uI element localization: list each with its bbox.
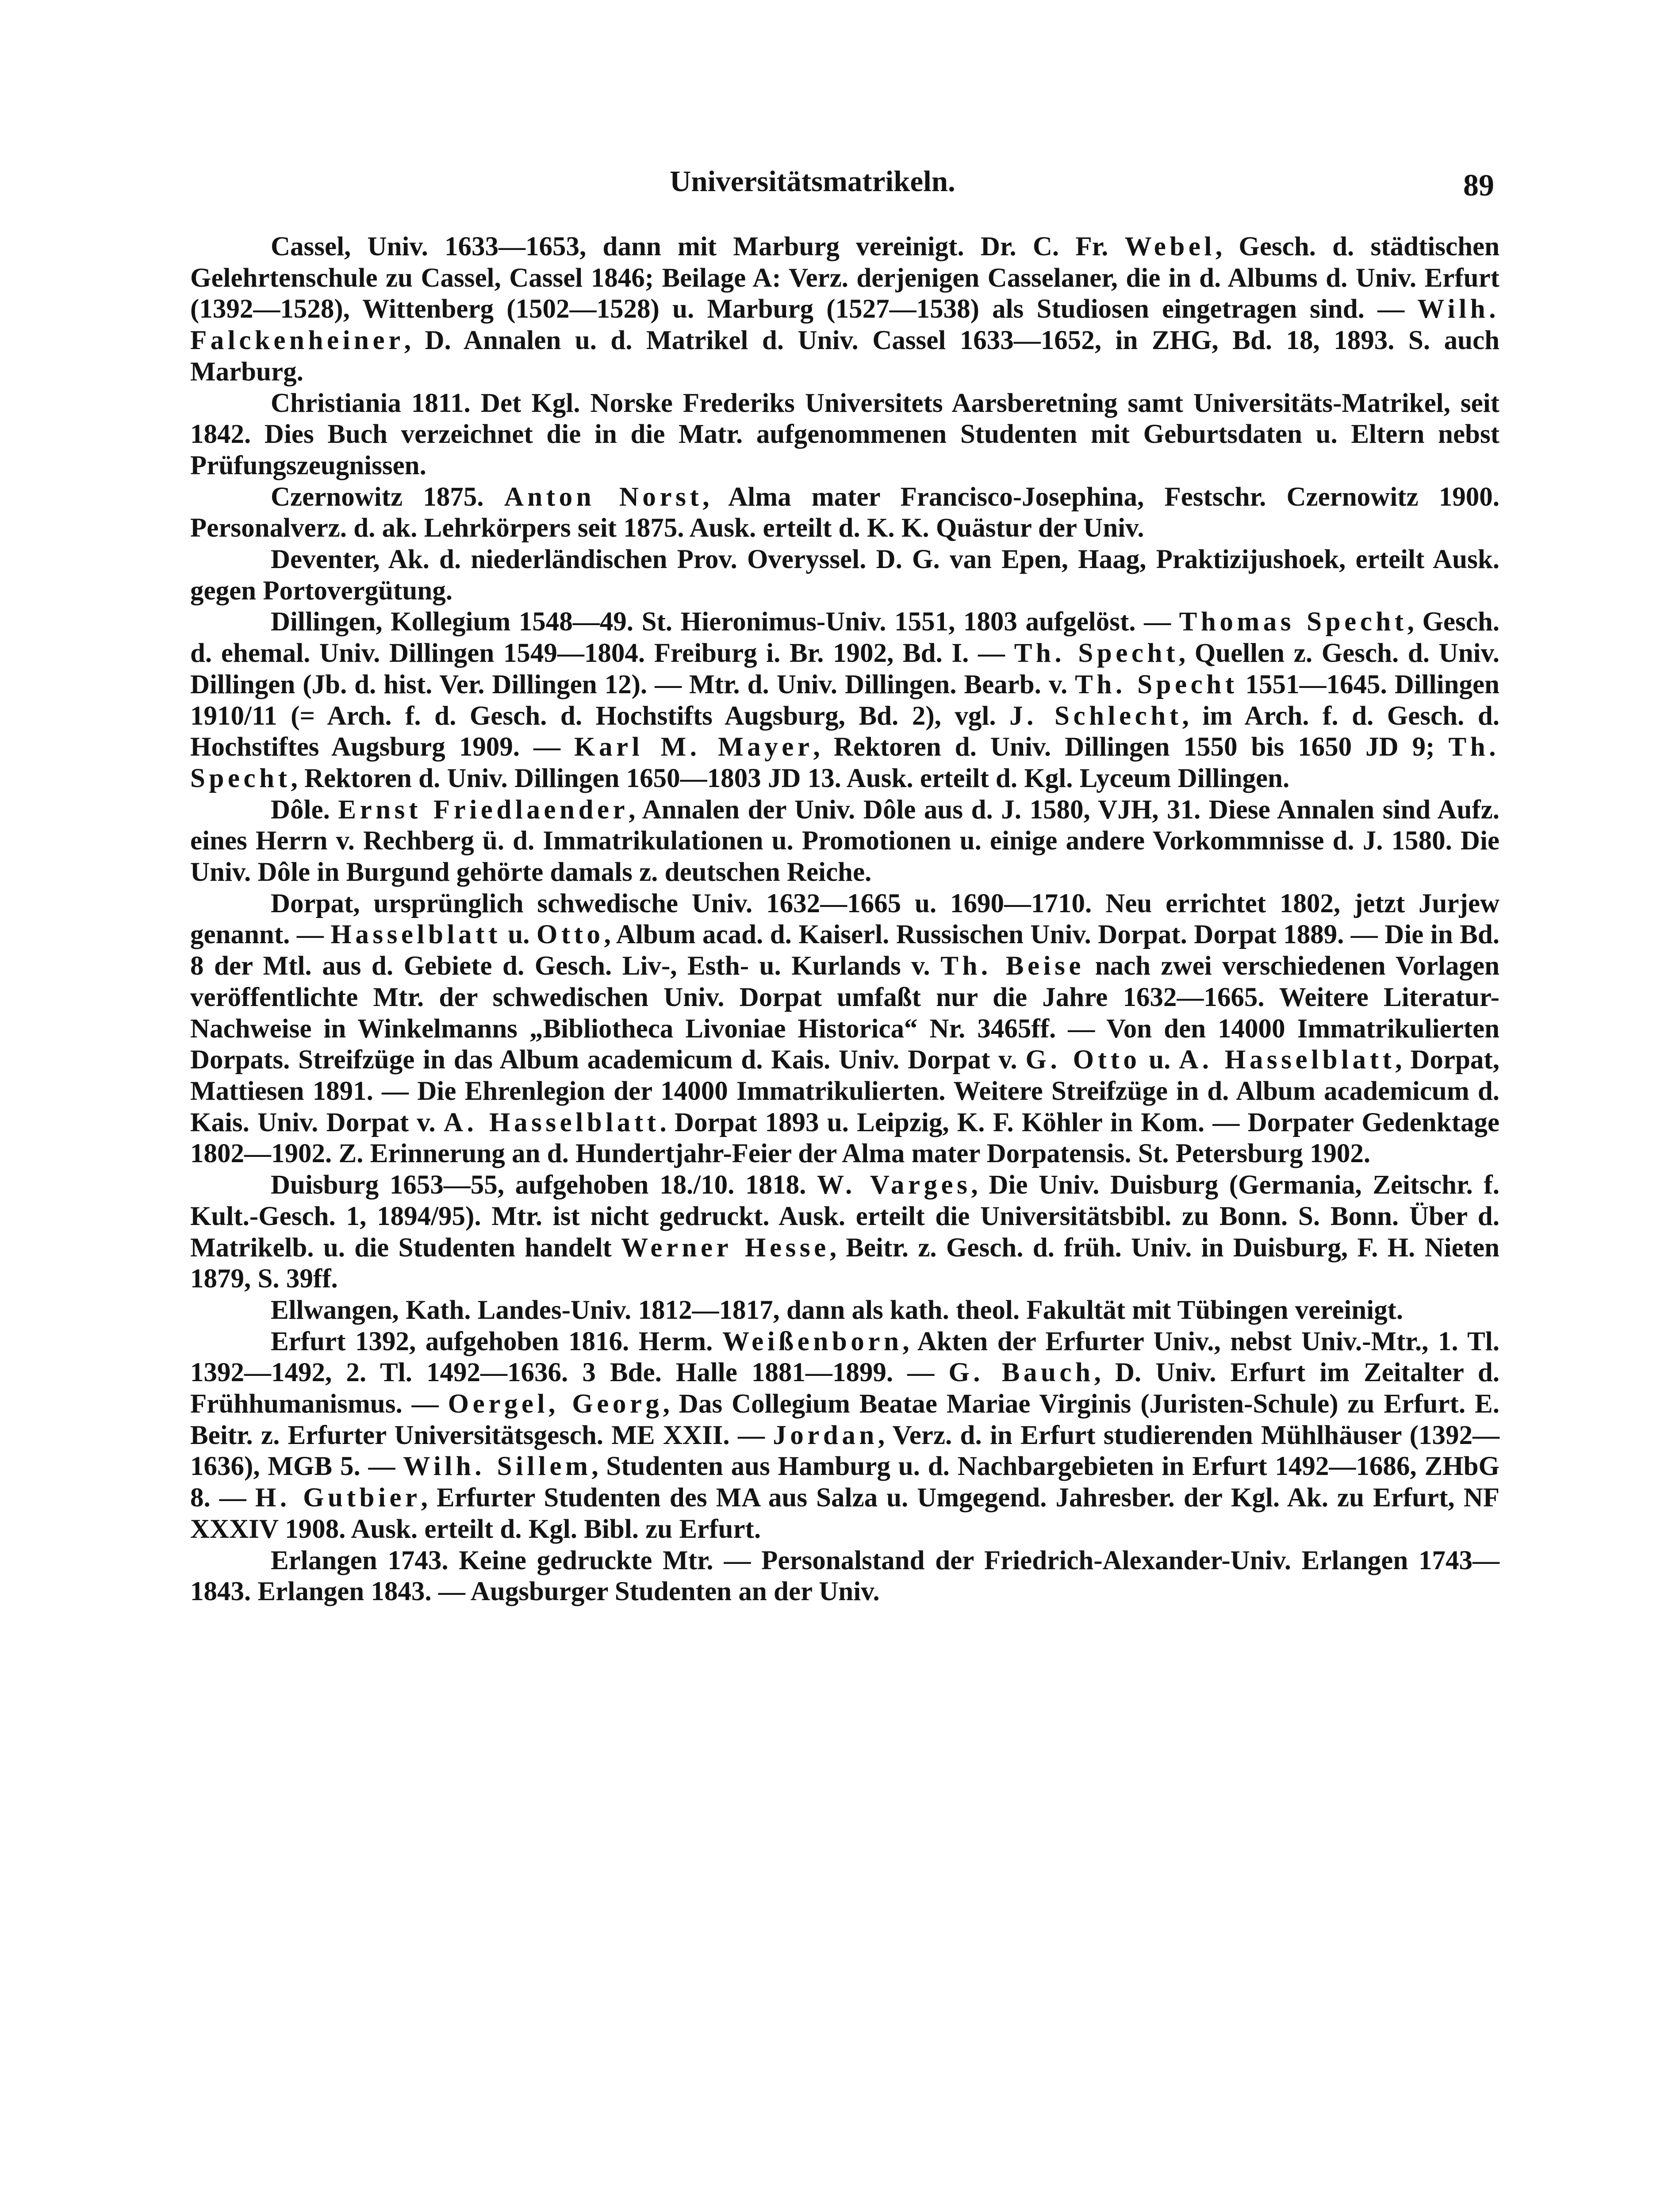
- author-name: Jordan: [773, 1420, 878, 1450]
- author-name: H. Gutbier: [255, 1483, 421, 1513]
- author-name: Webel: [1124, 232, 1216, 261]
- entry-text: , Annalen der Univ. Dôle aus d. J. 1580, VJH, 31. Diese Annalen sind Aufz. eines Herrn v. Rechberg ü. d. Immatrikulationen u. Promotionen u. einige andere Vorkommnisse d. J. 1580. Die Univ. Dôle in Burgund gehörte damals z. deutschen Reiche.: [190, 795, 1500, 887]
- entry-text: nach zwei verschiedenen Vorlagen veröffentlichte Mtr. der schwedischen Univ. Dorpat umfaßt nur die Jahre 1632—1665. Weitere Literatur-Nachweise in Winkelmanns „Bibliotheca Livoniae Historica“ Nr. 3465ff. — Von den 14000 Immatrikulierten Dorpats. Streifzüge in das Album academicum d. Kais. Univ. Dorpat v.: [190, 951, 1499, 1075]
- author-name: G. Bauch: [948, 1358, 1094, 1388]
- entry-text: 1392, aufgehoben 1816. Herm.: [345, 1326, 722, 1356]
- author-name: Thomas Specht: [1179, 607, 1407, 637]
- entry-text: , D. Annalen u. d. Matrikel d. Univ. Cassel 1633—1652, in ZHG, Bd. 18, 1893. S. auch Marburg.: [190, 326, 1499, 387]
- entry-text: , Studenten aus Hamburg u. d. Nachbargebieten in Erfurt 1492—1686, ZHbG 8. —: [190, 1452, 1500, 1513]
- entry-text: u.: [1140, 1045, 1179, 1075]
- entry-text: , Gesch. d. städtischen Gelehrtenschule zu Cassel, Cassel 1846; Beilage A: Verz. derjenigen Casselaner, die in d. Albums d. Univ. Erfurt (1392—1528), Wittenberg (1502—1528) u. Marburg (1527—1538) als Studiosen eingetragen sind. —: [190, 232, 1499, 324]
- entry-text: , Gesch. d. ehemal. Univ. Dillingen 1549—1804. Freiburg i. Br. 1902, Bd. I. —: [190, 607, 1499, 668]
- entry-text: , Die Univ. Duisburg (Germania, Zeitschr. f. Kult.-Gesch. 1, 1894/95). Mtr. ist nicht gedruckt. Ausk. erteilt die Universitätsbibl. zu Bonn. S. Bonn. Über d. Matrikelb. u. die Studenten handelt: [190, 1170, 1499, 1263]
- entry-heading: Duisburg: [271, 1170, 379, 1200]
- author-name: Oergel, Georg: [448, 1389, 663, 1419]
- author-name: Anton Norst: [504, 482, 703, 512]
- entry-text: , Rektoren d. Univ. Dillingen 1650—1803 JD 13. Ausk. erteilt d. Kgl. Lyceum Dillingen.: [291, 763, 1290, 793]
- entry-paragraph: [190, 231, 1499, 388]
- entry-heading: Dillingen,: [271, 607, 383, 637]
- entry-heading: Cassel,: [271, 232, 351, 261]
- entry-text: , Quellen z. Gesch. d. Univ. Dillingen (Jb. d. hist. Ver. Dillingen 12). — Mtr. d. Univ. Dillingen. Bearb. v.: [190, 638, 1499, 699]
- author-name: Th. Specht: [1075, 669, 1238, 699]
- author-name: Karl M. Mayer: [574, 732, 813, 762]
- entry-paragraph: [190, 795, 1499, 888]
- entry-text: . Dorpat 1893 u. Leipzig, K. F. Köhler in Kom. — Dorpater Gedenktage 1802—1902. Z. Erinnerung an d. Hundertjahr-Feier der Alma mater Dorpatensis. St. Petersburg 1902.: [190, 1107, 1499, 1169]
- entry-text: , Rektoren d. Univ. Dillingen 1550 bis 1650 JD 9;: [813, 732, 1449, 762]
- entry-paragraph: [190, 388, 1499, 482]
- entry-text: u.: [501, 920, 537, 950]
- entry-heading: Czernowitz: [271, 482, 403, 512]
- entry-text: , Alma mater Francisco-Josephina, Festschr. Czernowitz 1900. Personalverz. d. ak. Lehrkörpers seit 1875. Ausk. erteilt d. K. K. Quästur der Univ.: [190, 482, 1499, 543]
- author-name: A. Hasselblatt: [443, 1107, 660, 1137]
- entry-text: 1743. Keine gedruckte Mtr. — Personalstand der Friedrich-Alexander-Univ. Erlangen 1743—1843. Erlangen 1843. — Augsburger Studenten an der Univ.: [190, 1545, 1499, 1607]
- entry-text: Ak. d. niederländischen Prov. Overyssel. D. G. van Epen, Haag, Praktizijushoek, erteilt Ausk. gegen Portovergütung.: [190, 545, 1499, 606]
- entry-heading: Christiania: [271, 388, 401, 418]
- running-title: Universitätsmatrikeln.: [670, 165, 955, 198]
- entry-text: , im Arch. f. d. Gesch. d. Hochstiftes Augsburg 1909. —: [190, 701, 1499, 762]
- entry-heading: Dorpat,: [271, 888, 360, 918]
- entry-paragraph: [190, 1545, 1499, 1608]
- entry-text: Kollegium 1548—49. St. Hieronimus-Univ. 1551, 1803 aufgelöst. —: [382, 607, 1179, 637]
- entry-text: , Erfurter Studenten des MA aus Salza u. Umgegend. Jahresber. der Kgl. Ak. zu Erfurt, NF XXXIV 1908. Ausk. erteilt d. Kgl. Bibl. zu Erfurt.: [190, 1483, 1500, 1544]
- entry-text: Univ. 1633—1653, dann mit Marburg vereinigt. Dr. C. Fr.: [351, 232, 1125, 261]
- entry-heading: Erlangen: [271, 1545, 377, 1575]
- entry-text: ursprünglich schwedische Univ. 1632—1665 u. 1690—1710. Neu errichtet 1802, jetzt Jurjew genannt. —: [190, 888, 1499, 950]
- entry-text: , Dorpat, Mattiesen 1891. — Die Ehrenlegion der 14000 Immatrikulierten. Weitere Streifzüge in d. Album academicum d. Kais. Univ. Dorpat v.: [190, 1045, 1499, 1137]
- entry-heading: Ellwangen,: [271, 1295, 399, 1325]
- entry-paragraph: [190, 544, 1499, 607]
- author-name: A. Hasselblatt: [1179, 1045, 1396, 1075]
- author-name: Th. Specht: [190, 732, 1499, 793]
- author-name: J. Schlecht: [1009, 701, 1182, 731]
- entry-text: 1653—55, aufgehoben 18./10. 1818.: [379, 1170, 817, 1200]
- entry-text: 1811. Det Kgl. Norske Frederiks Universitets Aarsberetning samt Universitäts-Matrikel, seit 1842. Dies Buch verzeichnet die in die Matr. aufgenommenen Studenten mit Geburtsdaten u. Eltern nebst Prüfungszeugnissen.: [190, 388, 1499, 480]
- entry-heading: Erfurt: [271, 1326, 346, 1356]
- entry-heading: Deventer,: [271, 545, 380, 575]
- entry-paragraph: [190, 1326, 1499, 1545]
- author-name: W. Varges: [817, 1170, 971, 1200]
- entry-text: [330, 795, 338, 825]
- entry-paragraph: [190, 888, 1499, 1170]
- author-name: Hasselblatt: [330, 920, 501, 950]
- author-name: G. Otto: [1025, 1045, 1141, 1075]
- text-column: [190, 231, 1499, 1608]
- author-name: Weißenborn: [722, 1326, 903, 1356]
- entry-paragraph: [190, 482, 1499, 544]
- entry-paragraph: [190, 1170, 1499, 1295]
- entry-text: 1551—1645. Dillingen 1910/11 (= Arch. f. d. Gesch. d. Hochstifts Augsburg, Bd. 2), vgl.: [190, 669, 1499, 731]
- entry-text: 1875.: [403, 482, 504, 512]
- author-name: Wilh. Falckenheiner: [190, 294, 1499, 356]
- author-name: Wilh. Sillem: [403, 1452, 592, 1482]
- entry-text: , Album acad. d. Kaiserl. Russischen Univ. Dorpat. Dorpat 1889. — Die in Bd. 8 der Mtl. aus d. Gebiete d. Gesch. Liv-, Esth- u. Kurlands v.: [190, 920, 1499, 981]
- entry-text: , Das Collegium Beatae Mariae Virginis (Juristen-Schule) zu Erfurt. E. Beitr. z. Erfurter Universitätsgesch. ME XXII. —: [190, 1389, 1499, 1450]
- author-name: Otto: [536, 920, 604, 950]
- page-number: 89: [1463, 169, 1494, 203]
- author-name: Th. Specht: [1014, 638, 1179, 668]
- entry-text: , Verz. d. in Erfurt studierenden Mühlhäuser (1392—1636), MGB 5. —: [190, 1420, 1499, 1482]
- entry-heading: Dôle.: [271, 795, 330, 825]
- entry-text: , D. Univ. Erfurt im Zeitalter d. Frühhumanismus. —: [190, 1358, 1499, 1419]
- entry-text: Kath. Landes-Univ. 1812—1817, dann als kath. theol. Fakultät mit Tübingen vereinigt.: [399, 1295, 1404, 1325]
- entry-text: , Beitr. z. Gesch. d. früh. Univ. in Duisburg, F. H. Nieten 1879, S. 39ff.: [190, 1233, 1499, 1294]
- author-name: Th. Beise: [940, 951, 1085, 981]
- entry-text: , Akten der Erfurter Univ., nebst Univ.-Mtr., 1. Tl. 1392—1492, 2. Tl. 1492—1636. 3 Bde. Halle 1881—1899. —: [190, 1326, 1500, 1388]
- author-name: Ernst Friedlaender: [338, 795, 629, 825]
- author-name: Werner Hesse: [621, 1233, 830, 1263]
- entry-paragraph: [190, 1295, 1499, 1326]
- entry-paragraph: [190, 607, 1499, 794]
